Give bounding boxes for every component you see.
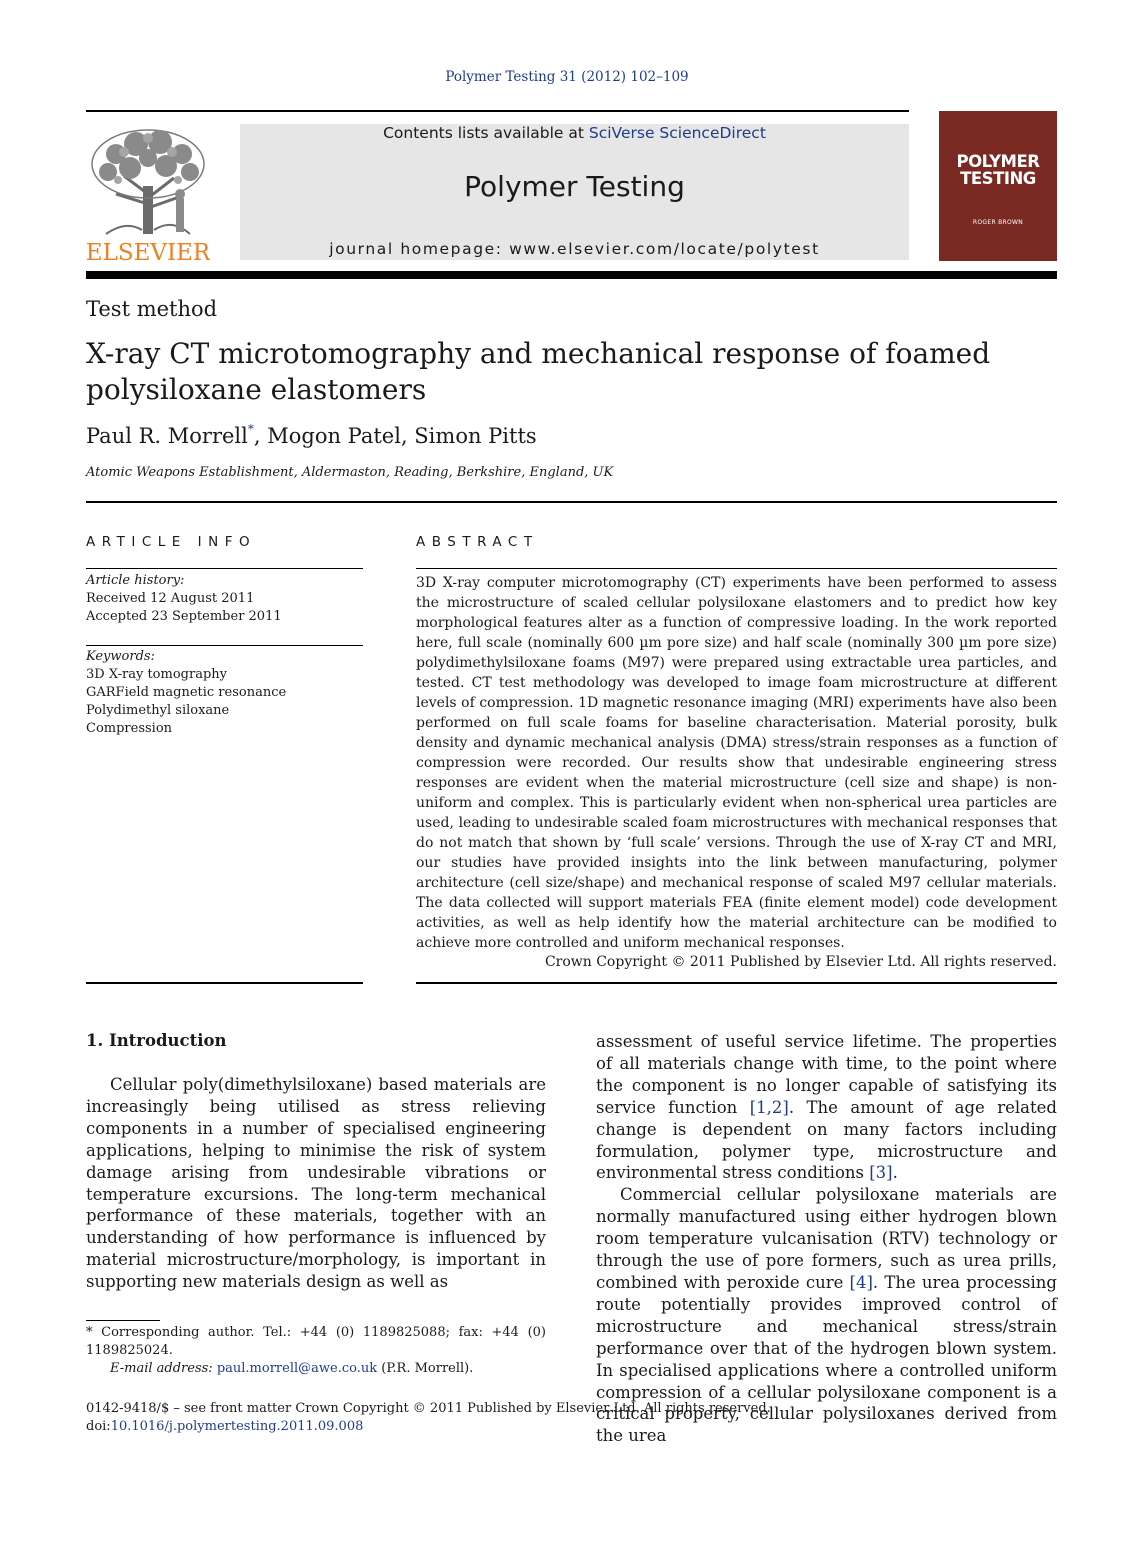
paragraph-text: assessment of useful service lifetime. The properties of all materials change with time, to the point where the component is no longer capable of satisfying its service function [596,1032,1057,1117]
keyword-item: 3D X-ray tomography [86,667,227,682]
corresponding-author-note: * Corresponding author. Tel.: +44 (0) 1189825088; fax: +44 (0) 1189825024. [86,1325,546,1358]
journal-reference[interactable]: Polymer Testing 31 (2012) 102–109 [445,69,689,85]
svg-text:ELSEVIER: ELSEVIER [86,240,210,264]
article-title: X-ray CT microtomography and mechanical response of foamed polysiloxane elastomers [86,337,991,406]
paragraph-text: . [892,1163,898,1183]
email-suffix: (P.R. Morrell). [377,1361,474,1376]
tree-logo-icon [86,124,210,264]
abstract-rule [416,568,1057,569]
header-top-rule [86,110,909,112]
keywords [86,648,363,738]
keywords-label: Keywords: [86,649,155,664]
keyword-item: Polydimethyl siloxane [86,703,230,718]
header-thick-rule [86,271,1057,279]
corresponding-author-mark[interactable]: * [247,422,254,436]
history-label: Article history: [86,573,185,588]
accepted-date: Accepted 23 September 2011 [86,609,282,624]
email-link[interactable]: paul.morrell@awe.co.uk [216,1361,378,1376]
article-info-rule [86,568,363,569]
intro-paragraph-continued [596,1031,1057,1184]
sciencedirect-link[interactable]: SciVerse ScienceDirect [588,124,766,142]
contents-line [240,124,909,142]
article-info-heading: ARTICLE INFO [86,534,257,550]
journal-cover [939,111,1057,261]
email-label: E-mail address: [110,1361,217,1376]
section-heading-introduction: 1. Introduction [86,1031,227,1050]
article-history [86,572,363,626]
publisher-logo [86,124,210,264]
abstract-heading: ABSTRACT [416,534,539,550]
intro-paragraph: Cellular poly(dimethylsiloxane) based materials are increasingly being utilised as stress relieving components in a number of specialised engineering applications, helping to minimise the risk of system damage arising from undesirable vibrations or temperature excursions. The long-term mechanical performance of these materials, together with an understanding of how performance is influenced by material microstructure/morphology, is important in supporting new materials design as well as [86,1075,546,1292]
front-matter-footer [86,1400,771,1436]
authors [86,424,537,448]
keyword-item: Compression [86,721,173,736]
citation-link[interactable]: [1,2] [749,1097,789,1117]
abstract-copyright: Crown Copyright © 2011 Published by Elsevier Ltd. All rights reserved. [544,954,1057,970]
citation-link[interactable]: [3] [869,1163,893,1183]
body-column-right [596,1031,1057,1447]
issn-line: 0142-9418/$ – see front matter Crown Copyright © 2011 Published by Elsevier Ltd. All rights reserved. [86,1401,771,1416]
section-type: Test method [86,297,218,321]
received-date: Received 12 August 2011 [86,591,255,606]
authors-rest: , Mogon Patel, Simon Pitts [253,424,537,448]
journal-homepage[interactable]: journal homepage: www.elsevier.com/locate/polytest [329,240,820,258]
doi-link[interactable]: 10.1016/j.polymertesting.2011.09.008 [110,1419,364,1434]
author-first: Paul R. Morrell [86,424,248,448]
paragraph-text: . The amount of age related change is dependent on many factors including formulation, polymer type, microstructure and environmental stress conditions [596,1097,1057,1183]
paragraph-text: . The urea processing route potentially provides improved control of microstructure and mechanical stress/strain performance over that of the hydrogen blown system. In specialised applications where a controlled uniform compression of a cellular polysiloxane component is a critical property, cellular polysiloxanes derived from the urea [596,1272,1057,1446]
journal-name: Polymer Testing [464,170,685,203]
keyword-item: GARField magnetic resonance [86,685,287,700]
title-rule [86,501,1057,503]
keywords-rule [86,645,363,646]
paragraph-text: Commercial cellular polysiloxane materials are normally manufactured using either hydrogen blown room temperature vulcanisation (RTV) technology or through the use of pore formers, such as urea prills, combined with peroxide cure [596,1185,1057,1292]
abstract-text: 3D X-ray computer microtomography (CT) experiments have been performed to assess the microstructure of scaled cellular polysiloxane elastomers and to predict how key morphological features alter as a function of compressive loading. In the work reported here, full scale (nominally 600 µm pore size) and half scale (nominally 300 µm pore size) polydimethylsiloxane foams (M97) were prepared using extractable urea particles, and tested. CT test methodology was developed to image foam microstructure at different levels of compression. 1D magnetic resonance imaging (MRI) experiments have also been performed on full scale foams for baseline characterisation. Material porosity, bulk density and dynamic mechanical analysis (DMA) stress/strain responses as a function of compression were recorded. Our results show that undesirable engineering stress responses are evident when the material microstructure (cell size and shape) is non-uniform and complex. This is particularly evident when non-spherical urea particles are used, leading to undesirable scaled foam microstructures with mechanical responses that do not match that shown by ‘full scale’ versions. Through the use of X-ray CT and MRI, our studies have provided insights into the link between manufacturing, polymer architecture (cell size/shape) and mechanical response of scaled M97 cellular materials. The data collected will support materials FEA (finite element model) code development activities, as well as help identify how the material architecture can be modified to achieve more controlled and uniform mechanical responses. [416,575,1057,951]
body-column-left [86,1074,546,1293]
doi-prefix: doi: [86,1419,111,1434]
footnote [86,1324,546,1378]
contents-prefix: Contents lists available at [383,124,589,142]
cover-author: ROGER BROWN [972,219,1024,226]
affiliation: Atomic Weapons Establishment, Aldermaston, Reading, Berkshire, England, UK [86,465,614,480]
cover-title: POLYMER TESTING [956,152,1040,188]
footnote-rule [86,1320,160,1321]
citation-link[interactable]: [4] [849,1272,873,1292]
abstract-end-rule [416,982,1057,984]
doi-line [86,1418,771,1436]
article-info-end-rule [86,982,363,984]
email-line [86,1360,546,1378]
